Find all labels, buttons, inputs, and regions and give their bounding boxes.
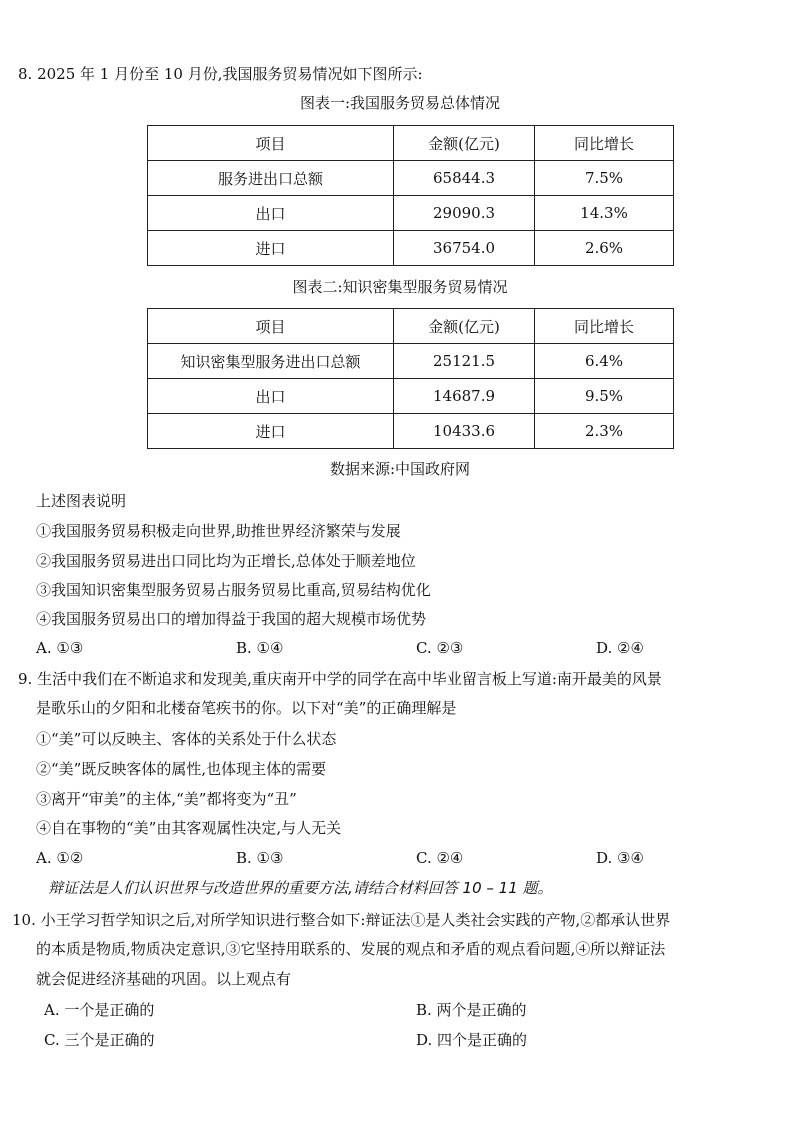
table-cell: 服务进出口总额	[148, 161, 394, 196]
q8-statement-1: ①我国服务贸易积极走向世界,助推世界经济繁荣与发展	[36, 522, 401, 540]
table-row	[148, 379, 674, 414]
table-row	[148, 414, 674, 449]
q9-option-b[interactable]: B. ①③	[236, 849, 284, 867]
table-cell: 知识密集型服务进出口总额	[148, 344, 394, 379]
q10-stem-line-1: 10. 小王学习哲学知识之后,对所学知识进行整合如下:辩证法①是人类社会实践的产物,②都承认世界	[12, 911, 671, 929]
q8-statement-4: ④我国服务贸易出口的增加得益于我国的超大规模市场优势	[36, 610, 427, 628]
table-cell: 9.5%	[535, 379, 674, 414]
q8-lead: 上述图表说明	[36, 492, 127, 510]
table-header-row	[148, 309, 674, 344]
q10-option-c[interactable]: C. 三个是正确的	[44, 1031, 155, 1049]
table-cell: 36754.0	[394, 231, 535, 266]
table-cell: 出口	[148, 196, 394, 231]
table1-title: 图表一:我国服务贸易总体情况	[299, 94, 501, 112]
q10-option-a[interactable]: A. 一个是正确的	[44, 1001, 155, 1019]
q10-option-d[interactable]: D. 四个是正确的	[416, 1031, 528, 1049]
table-header-cell: 金额(亿元)	[394, 309, 535, 344]
table1	[147, 125, 674, 266]
table-cell: 2.6%	[535, 231, 674, 266]
q9-statement-2: ②“美”既反映客体的属性,也体现主体的需要	[36, 760, 327, 778]
table-row	[148, 196, 674, 231]
table-cell: 2.3%	[535, 414, 674, 449]
q9-stem-line-1: 9. 生活中我们在不断追求和发现美,重庆南开中学的同学在高中毕业留言板上写道:南开最美的风景	[18, 670, 662, 688]
table-row	[148, 231, 674, 266]
table2-title: 图表二:知识密集型服务贸易情况	[292, 278, 508, 296]
q10-option-b[interactable]: B. 两个是正确的	[416, 1001, 527, 1019]
table-header-row	[148, 126, 674, 161]
q9-option-c[interactable]: C. ②④	[416, 849, 464, 867]
q8-stem: 8. 2025 年 1 月份至 10 月份,我国服务贸易情况如下图所示:	[18, 65, 423, 83]
q9-statement-4: ④自在事物的“美”由其客观属性决定,与人无关	[36, 819, 342, 837]
table-cell: 7.5%	[535, 161, 674, 196]
table-header-cell: 项目	[148, 309, 394, 344]
q9-option-d[interactable]: D. ③④	[596, 849, 644, 867]
table-cell: 进口	[148, 231, 394, 266]
table2	[147, 308, 674, 449]
table-cell: 10433.6	[394, 414, 535, 449]
q9-statement-3: ③离开“审美”的主体,“美”都将变为“丑”	[36, 790, 297, 808]
table-header-cell: 同比增长	[535, 309, 674, 344]
table-cell: 29090.3	[394, 196, 535, 231]
table-header-cell: 项目	[148, 126, 394, 161]
table-cell: 6.4%	[535, 344, 674, 379]
q8-statement-3: ③我国知识密集型服务贸易占服务贸易比重高,贸易结构优化	[36, 581, 431, 599]
q8-option-b[interactable]: B. ①④	[236, 639, 284, 657]
table-header-cell: 同比增长	[535, 126, 674, 161]
q9-stem-line-2: 是歌乐山的夕阳和北楼奋笔疾书的你。以下对“美”的正确理解是	[36, 699, 457, 717]
table-cell: 出口	[148, 379, 394, 414]
q8-statement-2: ②我国服务贸易进出口同比均为正增长,总体处于顺差地位	[36, 552, 416, 570]
table-cell: 进口	[148, 414, 394, 449]
q8-option-c[interactable]: C. ②③	[416, 639, 464, 657]
q10-stem-line-3: 就会促进经济基础的巩固。以上观点有	[36, 970, 292, 988]
table-cell: 65844.3	[394, 161, 535, 196]
q10-stem-line-2: 的本质是物质,物质决定意识,③它坚持用联系的、发展的观点和矛盾的观点看问题,④所以辩证法	[36, 940, 666, 958]
table-cell: 14687.9	[394, 379, 535, 414]
q9-statement-1: ①“美”可以反映主、客体的关系处于什么状态	[36, 730, 337, 748]
table-row	[148, 161, 674, 196]
data-source: 数据来源:中国政府网	[329, 460, 471, 478]
q8-option-d[interactable]: D. ②④	[596, 639, 644, 657]
q8-option-a[interactable]: A. ①③	[36, 639, 84, 657]
intro-10-11: 辩证法是人们认识世界与改造世界的重要方法,请结合材料回答 10 – 11 题。	[48, 879, 553, 897]
table-cell: 25121.5	[394, 344, 535, 379]
table-row	[148, 344, 674, 379]
q9-option-a[interactable]: A. ①②	[36, 849, 84, 867]
table-cell: 14.3%	[535, 196, 674, 231]
table-header-cell: 金额(亿元)	[394, 126, 535, 161]
